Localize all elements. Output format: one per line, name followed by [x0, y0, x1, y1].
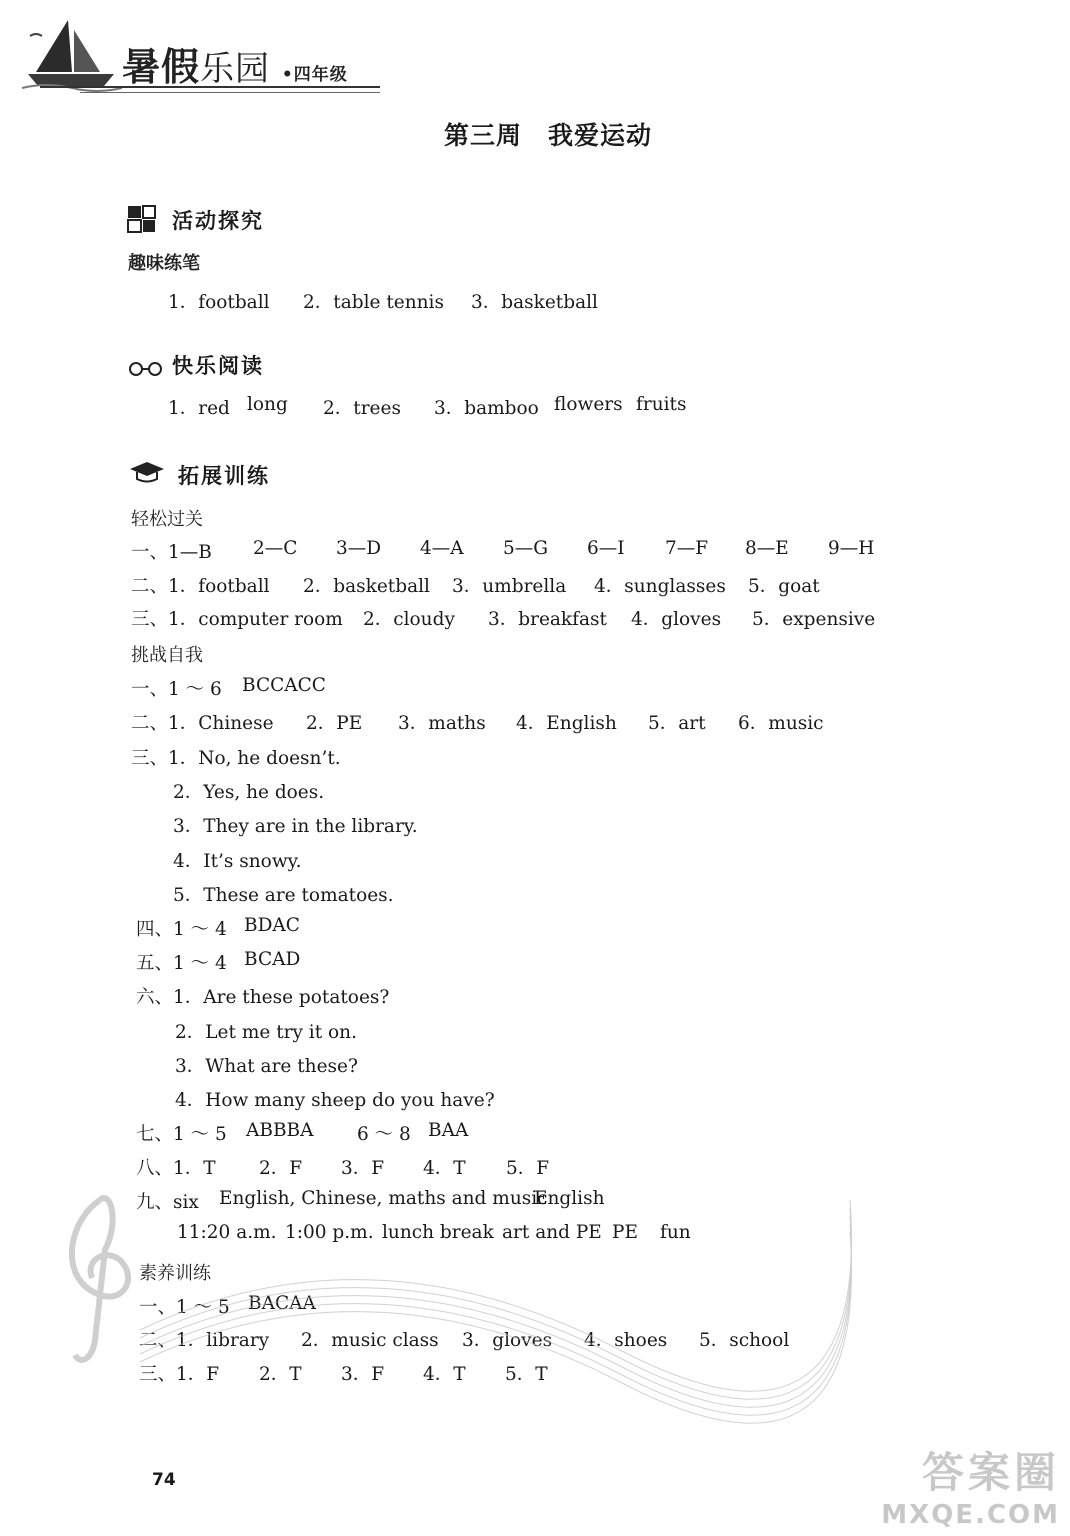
header-dot: •	[281, 65, 294, 85]
answer-row	[0, 288, 1070, 314]
answer-item: 三、1．F	[139, 1364, 220, 1385]
answer-item: 2．music class	[301, 1330, 439, 1351]
answer-item: 三、1．computer room	[131, 609, 343, 630]
answer-line: 2．Yes, he does.	[173, 782, 325, 803]
section-extend: 拓展训练	[178, 464, 270, 488]
answer-item: 3．bamboo	[434, 398, 539, 419]
answer-item: 1:00 p.m.	[285, 1222, 374, 1243]
answer-item: 二、1．football	[131, 576, 270, 597]
watermark	[881, 1440, 1060, 1530]
answer-row	[0, 1326, 1070, 1352]
puzzle-icon	[126, 204, 158, 234]
answer-item: 4．gloves	[631, 609, 722, 630]
answer-item: 11:20 a.m.	[177, 1222, 277, 1243]
answer-item: 4．T	[423, 1364, 466, 1385]
answer-item: 6．music	[738, 713, 824, 734]
page-title: 第三周 我爱运动	[444, 121, 653, 150]
answer-item: 二、1．Chinese	[131, 713, 274, 734]
answer-item: 5．T	[505, 1364, 548, 1385]
answer-item: 3—D	[336, 538, 382, 559]
answer-item: 4．shoes	[584, 1330, 668, 1351]
answer-item: BCAD	[244, 949, 301, 970]
answer-row	[0, 1222, 1070, 1248]
answer-item: 7—F	[665, 538, 709, 559]
answer-item: 九、six	[136, 1192, 199, 1213]
answer-item: 2．PE	[306, 713, 363, 734]
header-rule	[40, 86, 380, 88]
answer-line: 3．What are these?	[175, 1056, 358, 1077]
answer-item: 2—C	[253, 538, 298, 559]
answer-item: BDAC	[244, 915, 300, 936]
answer-item: 八、1．T	[136, 1158, 216, 1179]
answer-item: 3．basketball	[471, 292, 598, 313]
answer-item: 2．cloudy	[363, 609, 455, 630]
answer-item: English	[534, 1188, 605, 1209]
answer-item: 4—A	[420, 538, 464, 559]
section-reading: 快乐阅读	[172, 354, 264, 378]
answer-item: 5．school	[699, 1330, 790, 1351]
answer-item: 5．art	[648, 713, 706, 734]
answer-item: 3．umbrella	[452, 576, 567, 597]
answer-row	[0, 1154, 1070, 1180]
answer-row	[0, 394, 1070, 420]
answer-row	[0, 949, 1070, 975]
answer-item: 一、1 ～ 6	[131, 679, 222, 700]
answer-row	[0, 1120, 1070, 1146]
answer-item: 9—H	[828, 538, 875, 559]
boat-logo-icon	[22, 14, 122, 94]
answer-item: 4．T	[423, 1158, 466, 1179]
answer-row	[0, 915, 1070, 941]
answer-item: 3．F	[341, 1158, 385, 1179]
answer-item: ABBBA	[246, 1120, 314, 1141]
answer-item: 2．F	[259, 1158, 303, 1179]
answer-item: 4．sunglasses	[594, 576, 726, 597]
answer-item: 6—I	[587, 538, 625, 559]
answer-item: fun	[660, 1222, 691, 1243]
answer-row	[0, 605, 1070, 631]
answer-line: 2．Let me try it on.	[175, 1022, 357, 1043]
answer-item: PE	[612, 1222, 638, 1243]
answer-line: 3．They are in the library.	[173, 816, 418, 837]
answer-item: 四、1 ～ 4	[136, 919, 227, 940]
answer-item: 2．trees	[323, 398, 401, 419]
watermark-line1: 答案圈	[921, 1448, 1060, 1497]
answer-row	[0, 572, 1070, 598]
answer-item: 一、1—B	[131, 542, 212, 563]
header-brand-big: 暑假	[122, 45, 201, 89]
answer-row	[0, 1360, 1070, 1386]
answer-item: 5—G	[503, 538, 549, 559]
answer-item: 6 ～ 8	[357, 1124, 411, 1145]
answer-line: 4．How many sheep do you have?	[175, 1090, 495, 1111]
answer-item: BAA	[428, 1120, 469, 1141]
answer-line: 六、1．Are these potatoes?	[136, 987, 390, 1008]
answer-item: 5．F	[506, 1158, 550, 1179]
answer-item: BCCACC	[242, 675, 326, 696]
answer-row	[0, 709, 1070, 735]
answer-line: 4．It’s snowy.	[173, 851, 302, 872]
answer-item: English, Chinese, maths and music	[219, 1188, 548, 1209]
subhead-easy: 轻松过关	[131, 509, 203, 530]
answer-item: 1．football	[168, 292, 270, 313]
answer-item: 二、1．library	[139, 1330, 270, 1351]
answer-item: 5．goat	[748, 576, 820, 597]
watermark-line2: MXQE.COM	[881, 1500, 1060, 1530]
subhead-literacy: 素养训练	[139, 1263, 211, 1284]
subhead-fun-writing: 趣味练笔	[128, 253, 200, 274]
answer-item: lunch break	[382, 1222, 494, 1243]
answer-row	[0, 1188, 1070, 1214]
answer-item: 5．expensive	[752, 609, 876, 630]
answer-item: 1．red	[168, 398, 230, 419]
answer-item: BACAA	[248, 1293, 316, 1314]
answer-line: 5．These are tomatoes.	[173, 885, 394, 906]
answer-item: art and PE	[502, 1222, 602, 1243]
answer-item: long	[247, 394, 288, 415]
answer-item: flowers	[554, 394, 623, 415]
answer-item: 4．English	[516, 713, 617, 734]
answer-row	[0, 1293, 1070, 1319]
answer-item: 2．T	[259, 1364, 302, 1385]
header-rule-thin	[80, 92, 380, 93]
answer-item: 五、1 ～ 4	[136, 953, 227, 974]
answer-item: 一、1 ～ 5	[139, 1297, 230, 1318]
header-grade: 四年级	[293, 65, 348, 85]
page-number: 74	[152, 1470, 176, 1490]
answer-item: 3．gloves	[462, 1330, 553, 1351]
subhead-challenge: 挑战自我	[131, 645, 203, 666]
glasses-icon	[128, 360, 164, 378]
answer-item: 3．breakfast	[488, 609, 607, 630]
answer-line: 三、1．No, he doesn’t.	[131, 748, 341, 769]
answer-item: 2．basketball	[303, 576, 430, 597]
answer-item: 8—E	[745, 538, 789, 559]
answer-row	[0, 538, 1070, 564]
answer-item: 3．maths	[398, 713, 486, 734]
answer-item: 七、1 ～ 5	[136, 1124, 227, 1145]
header-brand-small: 乐园	[200, 49, 271, 89]
answer-item: fruits	[636, 394, 687, 415]
answer-item: 3．F	[341, 1364, 385, 1385]
section-activity: 活动探究	[172, 209, 264, 233]
header-title	[122, 36, 348, 91]
graduation-cap-icon	[128, 460, 166, 484]
answer-item: 2．table tennis	[303, 292, 444, 313]
answer-row	[0, 675, 1070, 701]
